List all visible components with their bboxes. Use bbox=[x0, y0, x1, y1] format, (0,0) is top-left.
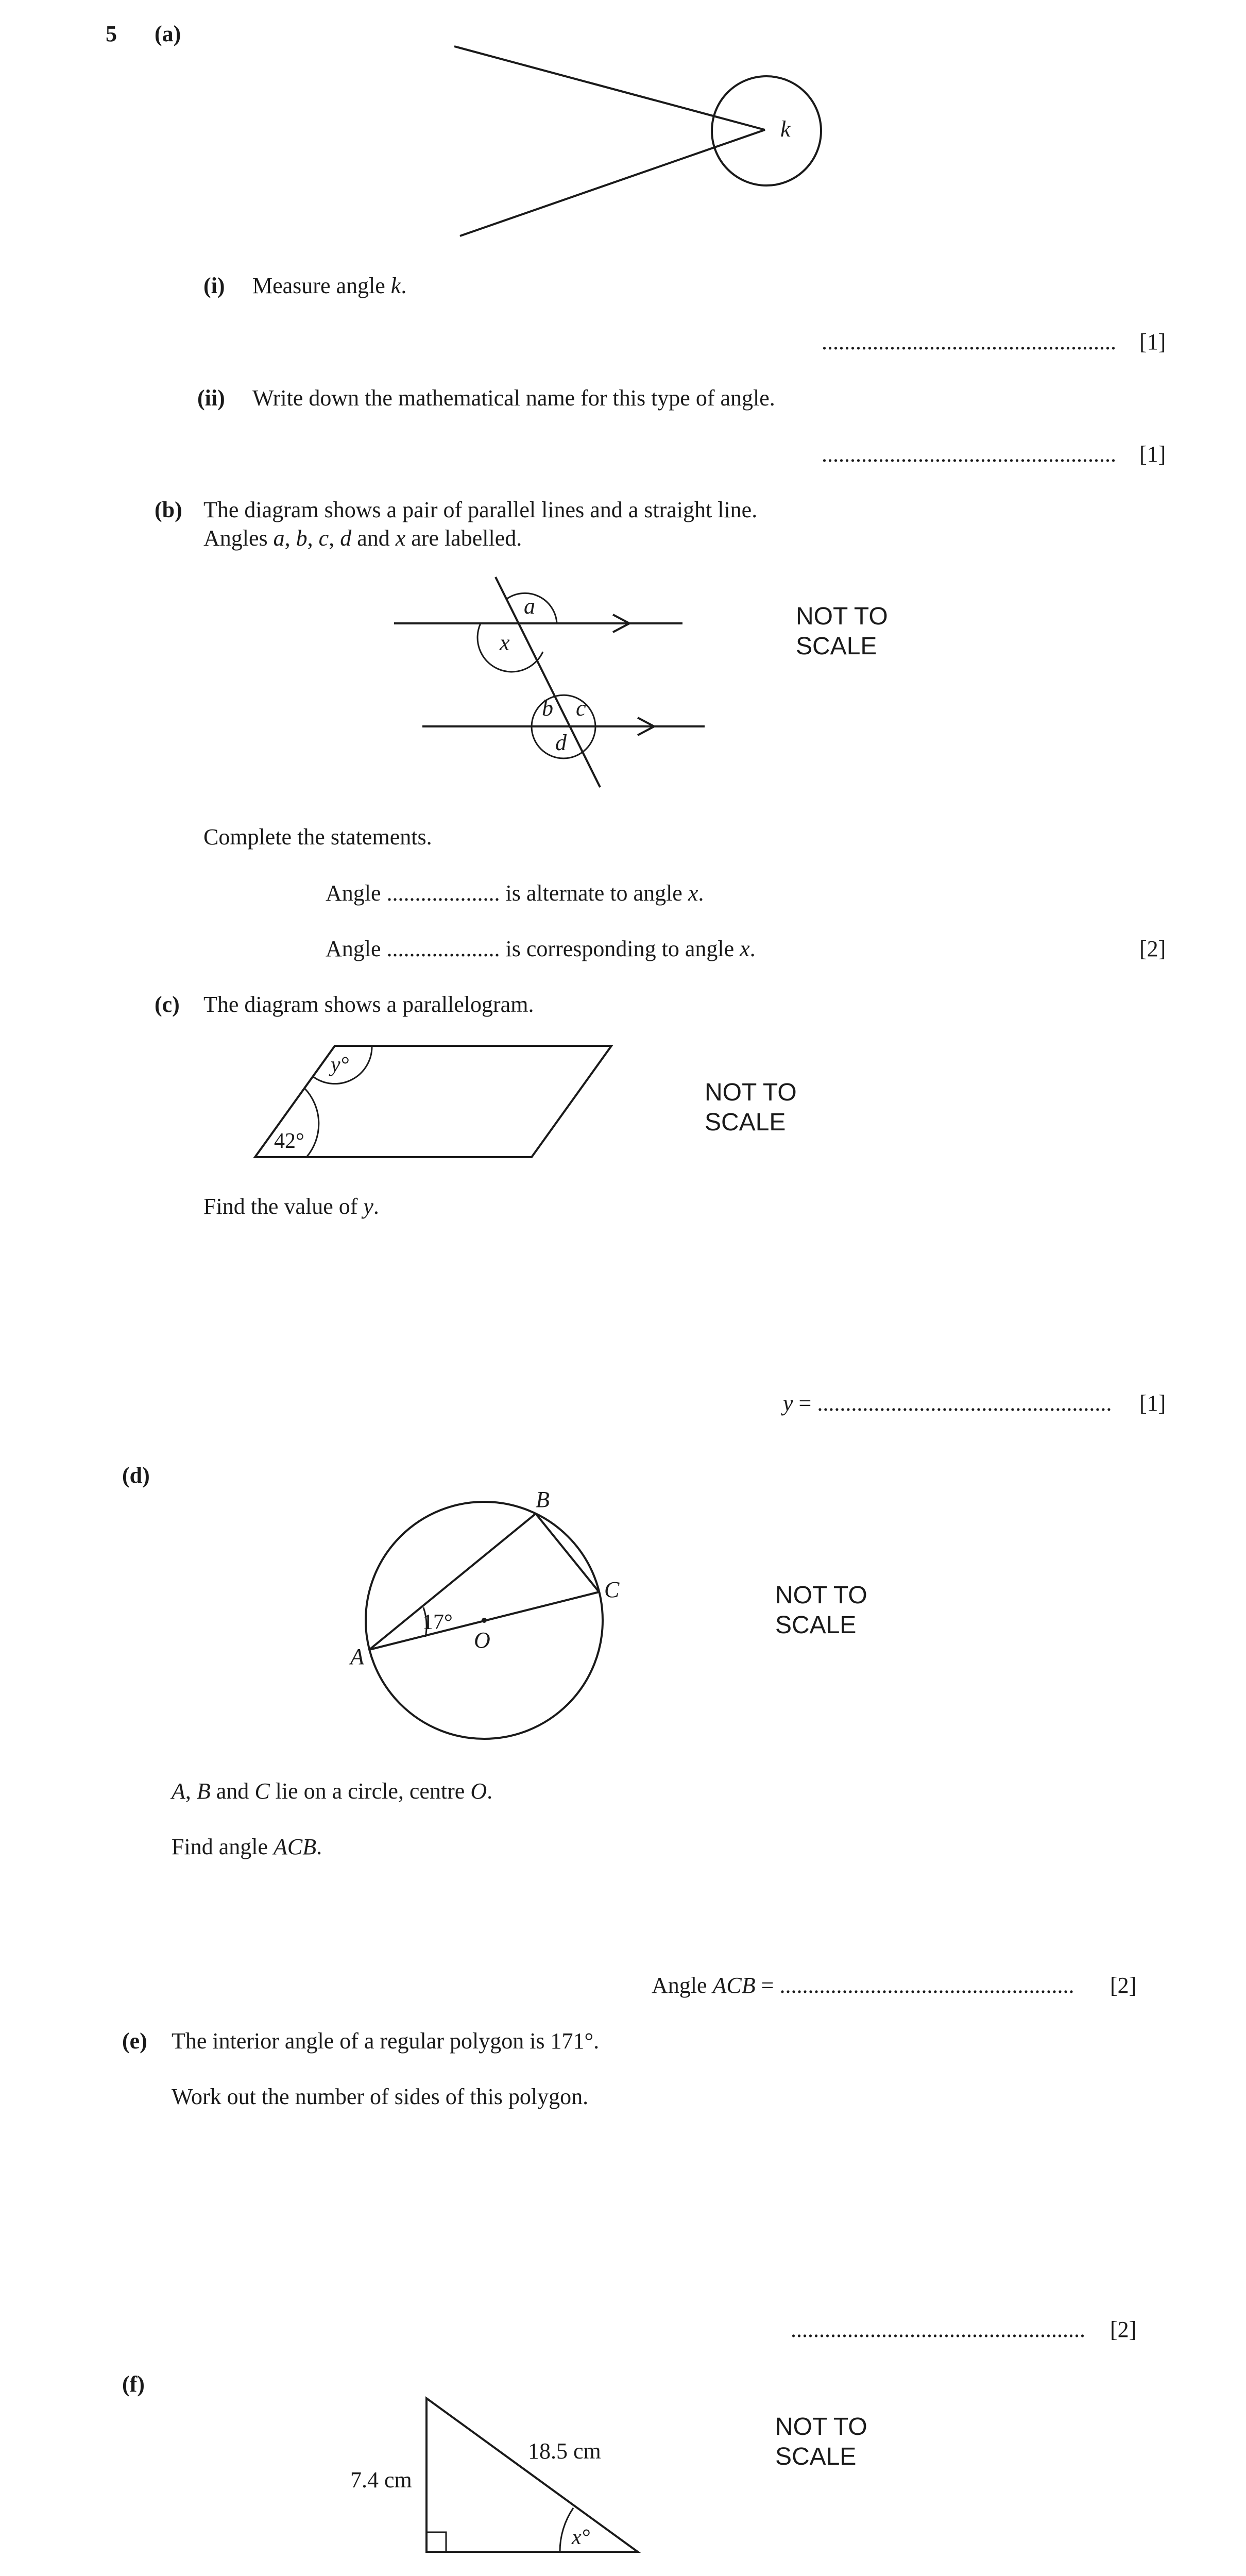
part-a-i-question: Measure angle k. bbox=[252, 273, 407, 298]
angle-x-label: x bbox=[500, 630, 510, 655]
angle-d-label: d bbox=[555, 730, 567, 755]
part-e-answer-line[interactable]: .................................................... bbox=[791, 2317, 1085, 2342]
part-b-intro-line1: The diagram shows a pair of parallel lines and a straight line. bbox=[203, 497, 758, 522]
part-c-marks: [1] bbox=[1139, 1391, 1166, 1416]
part-d-instruction: Find angle ACB. bbox=[172, 1834, 322, 1859]
angle-c-label: c bbox=[576, 696, 586, 721]
part-a-label: (a) bbox=[155, 21, 181, 46]
part-b-not-to-scale: NOT TO SCALE bbox=[796, 603, 888, 660]
point-c-label: C bbox=[604, 1577, 620, 1602]
angle-k-label: k bbox=[780, 116, 791, 142]
point-a-label: A bbox=[350, 1644, 364, 1669]
part-c-label: (c) bbox=[155, 992, 180, 1017]
part-e-marks: [2] bbox=[1110, 2317, 1137, 2342]
part-c-intro: The diagram shows a parallelogram. bbox=[203, 992, 534, 1017]
question-number: 5 bbox=[106, 21, 117, 46]
part-c-instruction: Find the value of y. bbox=[203, 1194, 379, 1219]
part-a-ii-answer-line[interactable]: .................................................... bbox=[822, 442, 1116, 467]
angle-b-label: b bbox=[542, 696, 553, 721]
angle-42-label: 42° bbox=[274, 1129, 304, 1153]
part-e-line1: The interior angle of a regular polygon is 171°. bbox=[172, 2028, 600, 2054]
part-d-label: (d) bbox=[122, 1463, 150, 1488]
part-f-label: (f) bbox=[122, 2371, 145, 2397]
part-d-not-to-scale: NOT TO SCALE bbox=[775, 1582, 867, 1639]
part-c-not-to-scale: NOT TO SCALE bbox=[705, 1079, 797, 1136]
part-b-marks: [2] bbox=[1139, 936, 1166, 961]
part-e-line2: Work out the number of sides of this polygon. bbox=[172, 2084, 589, 2109]
part-f-not-to-scale: NOT TO SCALE bbox=[775, 2413, 867, 2470]
angle-x-label-f: x° bbox=[572, 2526, 590, 2549]
alternate-answer-blank[interactable]: .................... bbox=[386, 880, 500, 906]
part-b-instruction: Complete the statements. bbox=[203, 824, 432, 850]
part-b-intro-line2: Angles a, b, c, d and x are labelled. bbox=[203, 526, 522, 551]
part-a-ii-label: (ii) bbox=[197, 385, 225, 411]
point-b-label: B bbox=[536, 1487, 550, 1512]
part-b-statement-alternate: Angle .................... is alternate to angle x. bbox=[326, 880, 704, 906]
part-a-i-answer-line[interactable]: .................................................... bbox=[822, 329, 1116, 354]
part-d-statement: A, B and C lie on a circle, centre O. bbox=[172, 1778, 493, 1804]
part-b-label: (b) bbox=[155, 497, 182, 522]
part-d-answer[interactable]: Angle ACB = .................................................... bbox=[652, 1973, 1074, 1998]
angle-a-label: a bbox=[524, 594, 535, 619]
part-a-ii-question: Write down the mathematical name for this type of angle. bbox=[252, 385, 775, 411]
angle-y-label: y° bbox=[331, 1053, 349, 1077]
point-o-label: O bbox=[474, 1628, 490, 1653]
part-d-marks: [2] bbox=[1110, 1973, 1137, 1998]
side-18-5-label: 18.5 cm bbox=[528, 2438, 601, 2464]
part-e-label: (e) bbox=[122, 2028, 147, 2054]
side-7-4-label: 7.4 cm bbox=[350, 2467, 412, 2493]
part-a-ii-marks: [1] bbox=[1139, 442, 1166, 467]
corresponding-answer-blank[interactable]: .................... bbox=[386, 936, 500, 961]
angle-17-label: 17° bbox=[422, 1611, 453, 1634]
part-a-i-label: (i) bbox=[203, 273, 225, 298]
part-c-answer[interactable]: y = .................................................... bbox=[783, 1391, 1112, 1416]
part-a-i-marks: [1] bbox=[1139, 329, 1166, 354]
part-b-statement-corresponding: Angle .................... is corresponding to angle x. bbox=[326, 936, 756, 961]
